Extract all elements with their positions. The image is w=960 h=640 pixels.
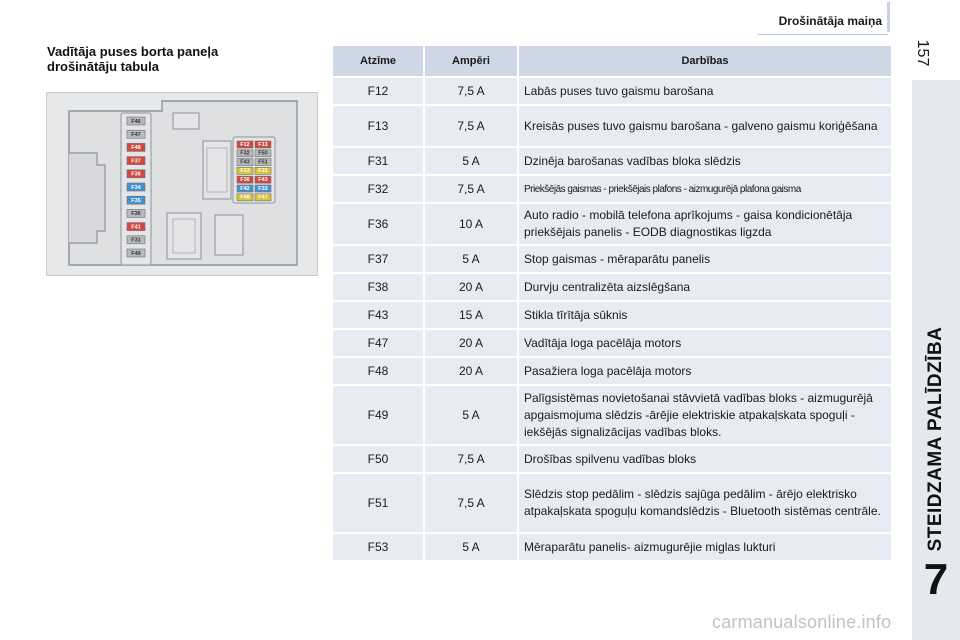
cell-amps: 20 A [425,274,519,302]
fuse-f41 [127,223,145,231]
svg-text:F48: F48 [131,145,141,152]
cell-func: Vadītāja loga pacēlāja motors [519,330,891,358]
cell-code: F43 [333,302,425,330]
cell-amps: 7,5 A [425,474,519,534]
svg-text:F50: F50 [258,150,268,157]
fuse-f43 [255,176,271,183]
svg-text:F48: F48 [240,194,250,201]
cell-code: F49 [333,386,425,446]
header-tick [887,2,890,32]
cell-func: Mēraparātu panelis- aizmugurējie miglas lukturi [519,534,891,562]
svg-text:F43: F43 [240,159,250,166]
cell-func: Stop gaismas - mēraparātu panelis [519,246,891,274]
svg-text:F31: F31 [131,237,141,244]
column-header-function: Darbības [519,46,891,78]
relay-block-6 [173,113,199,129]
svg-text:F47: F47 [131,132,141,138]
chapter-title: STEIDZAMA PALĪDZĪBA [925,326,946,552]
svg-text:F35: F35 [131,198,141,204]
table-row [333,534,891,562]
fuse-f47 [127,130,145,138]
fuse-f33 [255,185,271,192]
cell-func: Priekšējās gaismas - priekšējais plafons - aizmugurējā plafona gaisma [519,176,891,204]
svg-text:F43: F43 [258,177,268,183]
table-header-row [333,46,891,78]
cell-code: F50 [333,446,425,474]
fuse-f12 [237,141,253,148]
section-title-line1: Vadītāja puses borta paneļa [47,44,219,59]
cell-code: F36 [333,204,425,246]
cell-amps: 7,5 A [425,78,519,106]
fuse-f36 [237,176,253,183]
cell-amps: 5 A [425,386,519,446]
cell-code: F37 [333,246,425,274]
fuse-f48 [127,143,145,151]
svg-text:F51: F51 [258,159,268,166]
table-row [333,302,891,330]
svg-text:F42: F42 [240,185,250,192]
fuse-f37 [127,157,145,165]
cell-code: F32 [333,176,425,204]
cell-func: Dzinēja barošanas vadības bloka slēdzis [519,148,891,176]
fuse-f31 [127,236,145,244]
cell-func: Auto radio - mobilā telefona aprīkojums - gaisa kondicionētāja priekšējais panelis - EODB diagnostikas ligzda [519,204,891,246]
relay-block-3 [167,213,201,259]
watermark: carmanualsonline.info [712,612,892,632]
fuse-f46 [127,117,145,125]
section-title-line2: drošinātāju tabula [47,59,159,74]
table-row [333,176,891,204]
svg-text:F46: F46 [131,118,141,125]
fuse-box-illustration [47,93,317,275]
cell-code: F31 [333,148,425,176]
svg-text:F38: F38 [131,171,141,178]
table-row [333,106,891,148]
page-number: 157 [914,39,931,67]
cell-func: Stikla tīrītāja sūknis [519,302,891,330]
header-title: Drošinātāja maiņa [778,14,882,28]
fuse-f42 [237,185,253,192]
column-header-code: Atzīme [333,46,425,78]
header-divider [758,34,888,35]
svg-text:F13: F13 [258,141,268,148]
cell-code: F12 [333,78,425,106]
cell-amps: 20 A [425,330,519,358]
table-row [333,246,891,274]
fuse-f43 [237,159,253,166]
fuse-f50 [255,150,271,157]
table-row [333,446,891,474]
svg-text:F36: F36 [240,177,250,183]
cell-amps: 10 A [425,204,519,246]
svg-text:F41: F41 [131,224,141,231]
svg-text:F34: F34 [131,184,141,191]
svg-text:F47: F47 [258,194,268,201]
svg-text:F33: F33 [258,185,268,192]
cell-amps: 7,5 A [425,176,519,204]
column-header-amps: Ampēri [425,46,519,78]
cell-func: Labās puses tuvo gaismu barošana [519,78,891,106]
fuse-table [333,46,891,562]
cell-func: Kreisās puses tuvo gaismu barošana - galveno gaismu koriģēšana [519,106,891,148]
svg-text:F31: F31 [258,168,268,175]
cell-amps: 7,5 A [425,446,519,474]
svg-text:F32: F32 [240,150,250,157]
fuse-f51 [255,159,271,166]
fuse-f36 [127,209,145,217]
svg-text:F49: F49 [131,250,141,257]
chapter-number: 7 [923,555,949,604]
cell-code: F48 [333,358,425,386]
cell-func: Palīgsistēmas novietošanai stāvvietā vadības bloks - aizmugurējā apgaismojuma slēdzis -ārējie elektriskie atpakaļskata spoguļi - iekšējās signalizācijas vadības bloks. [519,386,891,446]
cell-amps: 7,5 A [425,106,519,148]
fuse-f47 [255,194,271,201]
svg-text:F12: F12 [240,141,250,148]
table-row [333,204,891,246]
fuse-f38 [127,170,145,178]
fuse-f31 [255,167,271,174]
cell-code: F13 [333,106,425,148]
housing-left-bump [69,153,105,243]
fuse-f13 [237,167,253,174]
fuse-f32 [237,150,253,157]
cell-amps: 15 A [425,302,519,330]
svg-text:F36: F36 [131,211,141,218]
cell-code: F47 [333,330,425,358]
section-title [47,44,218,74]
cell-code: F53 [333,534,425,562]
cell-func: Pasažiera loga pacēlāja motors [519,358,891,386]
fuse-f49 [127,249,145,257]
relay-block-5 [215,215,243,255]
cell-amps: 20 A [425,358,519,386]
table-row [333,78,891,106]
fuse-f34 [127,183,145,191]
cell-amps: 5 A [425,148,519,176]
cell-func: Slēdzis stop pedālim - slēdzis sajūga pedālim - ārējo elektrisko atpakaļskata spoguļu komandslēdzis - Bluetooth sistēmas centrāle. [519,474,891,534]
table-row [333,474,891,534]
table-row [333,386,891,446]
fuse-f35 [127,196,145,204]
fuse-f48 [237,194,253,201]
table-row [333,274,891,302]
svg-text:F13: F13 [240,168,250,175]
cell-func: Durvju centralizēta aizslēgšana [519,274,891,302]
fuse-box-diagram [46,92,318,276]
cell-amps: 5 A [425,534,519,562]
cell-amps: 5 A [425,246,519,274]
table-row [333,358,891,386]
cell-code: F38 [333,274,425,302]
cell-code: F51 [333,474,425,534]
table-row [333,330,891,358]
svg-text:F37: F37 [131,158,141,165]
table-row [333,148,891,176]
fuse-f13 [255,141,271,148]
cell-func: Drošības spilvenu vadības bloks [519,446,891,474]
